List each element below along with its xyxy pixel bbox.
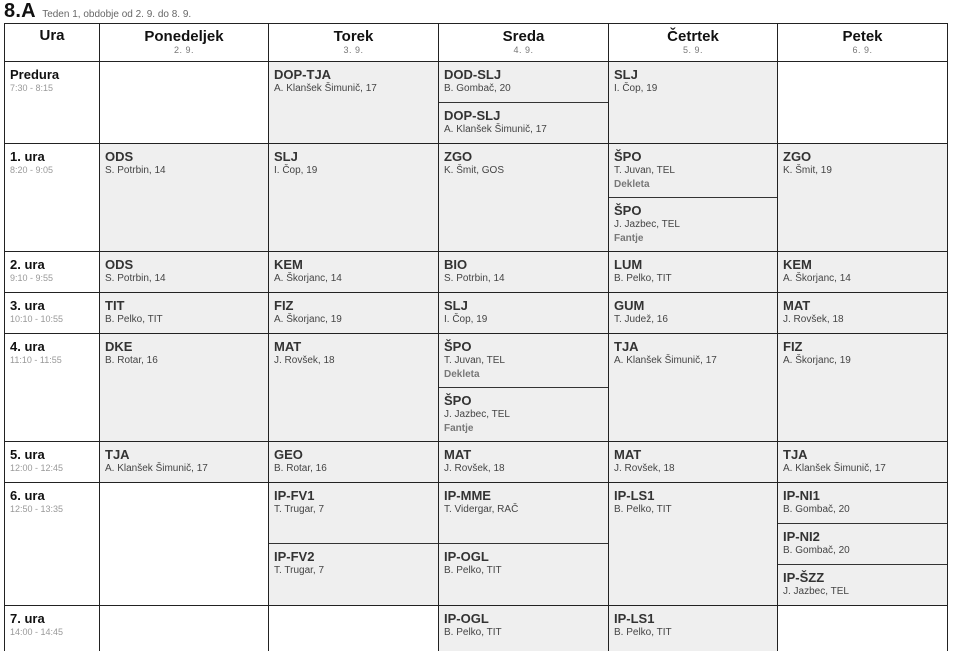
lesson-subject: ZGO [444, 149, 473, 164]
lesson-subject: ZGO [783, 149, 812, 164]
grid-row-line [4, 333, 948, 334]
lesson-teacher: T. Trugar, 7 [274, 504, 325, 515]
lesson-teacher: A. Klanšek Šimunič, 17 [444, 124, 547, 135]
lesson-cell[interactable] [778, 442, 947, 482]
day-header-1 [100, 24, 268, 61]
lesson-teacher: A. Škorjanc, 14 [783, 273, 851, 284]
grid-row-line [4, 292, 948, 293]
lesson-teacher: J. Jazbec, TEL [444, 409, 510, 420]
lesson-subject: DKE [105, 339, 133, 354]
lesson-subject: IP-LS1 [614, 488, 655, 503]
lesson-teacher: I. Čop, 19 [274, 165, 318, 176]
grid-col-line [608, 23, 609, 651]
hour-label-0 [5, 62, 99, 143]
grid-col-line [777, 23, 778, 651]
lesson-subject: TJA [614, 339, 639, 354]
lesson-teacher: S. Potrbin, 14 [444, 273, 505, 284]
lesson-subject: TJA [783, 447, 808, 462]
lesson-teacher: J. Jazbec, TEL [783, 586, 849, 597]
lesson-cell[interactable] [100, 293, 268, 333]
hour-name: 4. ura [10, 339, 45, 354]
day-name: Sreda [502, 28, 545, 45]
lesson-teacher: A. Škorjanc, 14 [274, 273, 342, 284]
hour-time: 12:00 - 12:45 [10, 463, 64, 473]
lesson-subject: IP-LS1 [614, 611, 655, 626]
lesson-teacher: A. Klanšek Šimunič, 17 [783, 463, 886, 474]
lesson-teacher: B. Gombač, 20 [783, 545, 850, 556]
lesson-cell[interactable] [100, 144, 268, 251]
lesson-subject: IP-OGL [444, 549, 489, 564]
grid-col-line [268, 23, 269, 651]
lesson-subject: IP-OGL [444, 611, 489, 626]
day-date: 6. 9. [852, 45, 873, 55]
hour-label-3 [5, 293, 99, 333]
day-date: 5. 9. [682, 45, 703, 55]
lesson-teacher: J. Rovšek, 18 [614, 463, 675, 474]
lesson-cell[interactable] [609, 606, 777, 651]
lesson-subject: ODS [105, 149, 134, 164]
lesson-cell[interactable] [609, 144, 777, 198]
lesson-subject: TJA [105, 447, 130, 462]
lesson-teacher: A. Škorjanc, 19 [783, 355, 851, 366]
lesson-subject: SLJ [444, 298, 468, 313]
grid-col-line [4, 23, 5, 651]
lesson-teacher: B. Pelko, TIT [105, 314, 163, 325]
hour-time: 9:10 - 9:55 [10, 273, 54, 283]
grid-row-line [4, 143, 948, 144]
lesson-teacher: J. Rovšek, 18 [783, 314, 844, 325]
lesson-teacher: T. Judež, 16 [614, 314, 668, 325]
lesson-cell[interactable] [439, 334, 608, 388]
lesson-cell[interactable] [269, 334, 438, 441]
lesson-cell[interactable] [609, 252, 777, 292]
lesson-teacher: J. Jazbec, TEL [614, 219, 680, 230]
lesson-cell[interactable] [778, 334, 947, 441]
lesson-teacher: A. Klanšek Šimunič, 17 [274, 83, 377, 94]
lesson-teacher: K. Šmit, 19 [783, 165, 832, 176]
lesson-teacher: T. Trugar, 7 [274, 565, 325, 576]
day-name: Torek [333, 28, 374, 45]
lesson-teacher: S. Potrbin, 14 [105, 273, 166, 284]
grid-row-line [4, 23, 948, 24]
lesson-teacher: B. Pelko, TIT [614, 627, 672, 638]
day-header-2 [269, 24, 438, 61]
lesson-cell[interactable] [269, 252, 438, 292]
grid-row-line [4, 441, 948, 442]
hour-name: 2. ura [10, 257, 45, 272]
lesson-cell[interactable] [439, 252, 608, 292]
lesson-subject: ŠPO [614, 203, 642, 218]
hour-time: 14:00 - 14:45 [10, 627, 64, 637]
lesson-subject: ŠPO [444, 393, 472, 408]
lesson-teacher: S. Potrbin, 14 [105, 165, 166, 176]
lesson-group: Fantje [444, 423, 474, 434]
lesson-cell[interactable] [609, 293, 777, 333]
day-header-5 [778, 24, 947, 61]
lesson-subject: ODS [105, 257, 134, 272]
lesson-teacher: I. Čop, 19 [444, 314, 488, 325]
lesson-cell[interactable] [609, 483, 777, 605]
hour-time: 12:50 - 13:35 [10, 504, 64, 514]
lesson-teacher: B. Pelko, TIT [444, 565, 502, 576]
lesson-teacher: B. Pelko, TIT [614, 273, 672, 284]
lesson-subject: GEO [274, 447, 303, 462]
lesson-subject: KEM [783, 257, 812, 272]
grid-row-line [4, 61, 948, 62]
lesson-teacher: T. Vidergar, RAČ [444, 504, 519, 515]
grid-col-line [947, 23, 948, 651]
lesson-cell[interactable] [439, 293, 608, 333]
lesson-cell[interactable] [778, 524, 947, 565]
hour-label-6 [5, 483, 99, 605]
lesson-cell[interactable] [439, 606, 608, 651]
header-ura-label: Ura [39, 27, 65, 44]
hour-time: 10:10 - 10:55 [10, 314, 64, 324]
lesson-subject: SLJ [274, 149, 298, 164]
lesson-subject: IP-FV1 [274, 488, 315, 503]
hour-label-2 [5, 252, 99, 292]
lesson-cell[interactable] [609, 62, 777, 143]
lesson-subject: DOP-SLJ [444, 108, 501, 123]
lesson-cell[interactable] [100, 442, 268, 482]
grid-col-line [438, 23, 439, 651]
lesson-cell[interactable] [269, 144, 438, 251]
lesson-subject: GUM [614, 298, 645, 313]
lesson-cell[interactable] [778, 144, 947, 251]
lesson-cell[interactable] [269, 62, 438, 143]
lesson-teacher: I. Čop, 19 [614, 83, 658, 94]
lesson-teacher: J. Rovšek, 18 [274, 355, 335, 366]
hour-name: 5. ura [10, 447, 45, 462]
lesson-subject: IP-FV2 [274, 549, 315, 564]
lesson-teacher: B. Rotar, 16 [274, 463, 327, 474]
lesson-cell[interactable] [100, 334, 268, 441]
hour-name: 1. ura [10, 149, 45, 164]
lesson-cell[interactable] [778, 293, 947, 333]
lesson-subject: MAT [274, 339, 302, 354]
lesson-subject: BIO [444, 257, 468, 272]
lesson-cell[interactable] [439, 144, 608, 251]
class-title: 8.A [4, 0, 36, 22]
hour-label-5 [5, 442, 99, 482]
lesson-subject: IP-NI2 [783, 529, 820, 544]
lesson-cell[interactable] [439, 442, 608, 482]
lesson-teacher: K. Šmit, GOS [444, 165, 505, 176]
lesson-subject: LUM [614, 257, 643, 272]
lesson-cell[interactable] [778, 483, 947, 524]
lesson-group: Fantje [614, 233, 644, 244]
hour-time: 7:30 - 8:15 [10, 83, 54, 93]
lesson-subject: IP-NI1 [783, 488, 820, 503]
lesson-cell[interactable] [269, 293, 438, 333]
lesson-subject: IP-ŠZZ [783, 570, 825, 585]
grid-col-line [99, 23, 100, 651]
day-name: Ponedeljek [144, 28, 224, 45]
lesson-group: Dekleta [444, 369, 480, 380]
hour-name: 6. ura [10, 488, 45, 503]
lesson-cell[interactable] [269, 544, 438, 605]
hour-name: Predura [10, 67, 60, 82]
lesson-cell[interactable] [100, 252, 268, 292]
lesson-teacher: B. Gombač, 20 [783, 504, 850, 515]
lesson-cell[interactable] [778, 565, 947, 605]
day-name: Četrtek [667, 28, 719, 45]
period-info: Teden 1, obdobje od 2. 9. do 8. 9. [42, 9, 192, 20]
lesson-cell[interactable] [609, 334, 777, 441]
lesson-subject: TIT [105, 298, 125, 313]
lesson-subject: DOP-TJA [274, 67, 332, 82]
day-date: 4. 9. [513, 45, 534, 55]
lesson-subject: DOD-SLJ [444, 67, 502, 82]
hour-label-7 [5, 606, 99, 651]
hour-label-1 [5, 144, 99, 251]
lesson-cell[interactable] [609, 198, 777, 251]
lesson-subject: MAT [444, 447, 472, 462]
lesson-teacher: A. Klanšek Šimunič, 17 [614, 355, 717, 366]
lesson-subject: SLJ [614, 67, 638, 82]
lesson-cell[interactable] [439, 62, 608, 103]
lesson-teacher: B. Rotar, 16 [105, 355, 158, 366]
lesson-cell[interactable] [609, 442, 777, 482]
lesson-subject: MAT [614, 447, 642, 462]
header-ura [5, 23, 99, 61]
lesson-subject: IP-MME [444, 488, 491, 503]
lesson-cell[interactable] [439, 103, 608, 143]
lesson-teacher: A. Klanšek Šimunič, 17 [105, 463, 208, 474]
lesson-teacher: A. Škorjanc, 19 [274, 314, 342, 325]
lesson-teacher: J. Rovšek, 18 [444, 463, 505, 474]
hour-time: 8:20 - 9:05 [10, 165, 54, 175]
day-name: Petek [842, 28, 883, 45]
lesson-group: Dekleta [614, 179, 650, 190]
day-header-3 [439, 24, 608, 61]
hour-name: 3. ura [10, 298, 45, 313]
day-header-4 [609, 24, 777, 61]
lesson-cell[interactable] [439, 388, 608, 441]
lesson-teacher: B. Pelko, TIT [614, 504, 672, 515]
lesson-subject: FIZ [783, 339, 803, 354]
lesson-subject: KEM [274, 257, 303, 272]
lesson-teacher: B. Gombač, 20 [444, 83, 511, 94]
lesson-cell[interactable] [439, 544, 608, 605]
day-date: 3. 9. [343, 45, 364, 55]
lesson-subject: ŠPO [614, 149, 642, 164]
grid-row-line [4, 482, 948, 483]
lesson-teacher: T. Juvan, TEL [614, 165, 675, 176]
hour-label-4 [5, 334, 99, 441]
lesson-cell[interactable] [778, 252, 947, 292]
lesson-cell[interactable] [269, 483, 438, 544]
lesson-teacher: B. Pelko, TIT [444, 627, 502, 638]
grid-row-line [4, 251, 948, 252]
lesson-cell[interactable] [269, 442, 438, 482]
hour-name: 7. ura [10, 611, 45, 626]
lesson-subject: ŠPO [444, 339, 472, 354]
lesson-subject: MAT [783, 298, 811, 313]
grid-row-line [4, 605, 948, 606]
day-date: 2. 9. [173, 45, 194, 55]
hour-time: 11:10 - 11:55 [10, 355, 62, 365]
lesson-teacher: T. Juvan, TEL [444, 355, 505, 366]
lesson-cell[interactable] [439, 483, 608, 544]
lesson-subject: FIZ [274, 298, 294, 313]
